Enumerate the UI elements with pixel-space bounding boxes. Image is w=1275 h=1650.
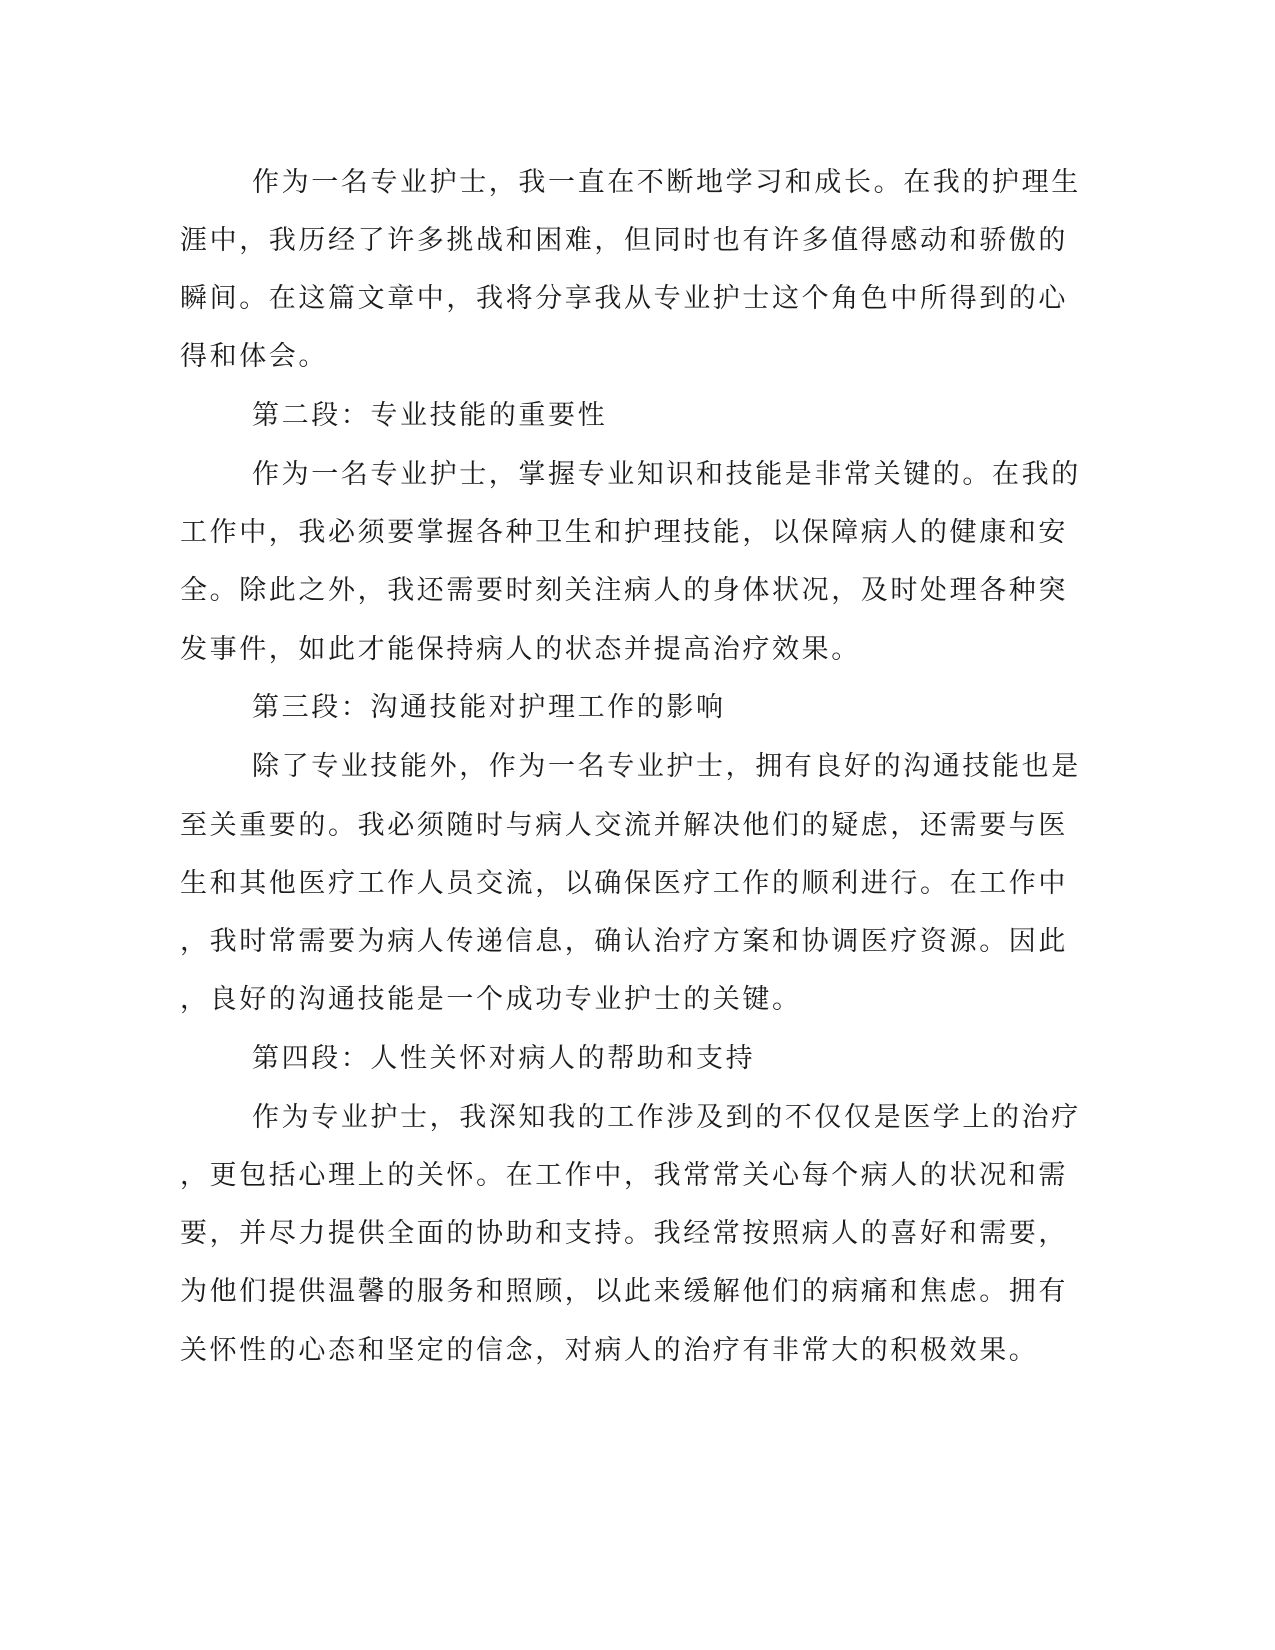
paragraph-1-line-4: 得和体会。 <box>180 341 328 372</box>
paragraph-3-line-4: ，我时常需要为病人传递信息，确认治疗方案和协调医疗资源。因此 <box>180 926 1068 957</box>
paragraph-2-line-1: 作为一名专业护士，掌握专业知识和技能是非常关键的。在我的 <box>252 459 1081 490</box>
paragraph-3-line-5: ，良好的沟通技能是一个成功专业护士的关键。 <box>180 984 802 1015</box>
paragraph-1-line-3: 瞬间。在这篇文章中，我将分享我从专业护士这个角色中所得到的心 <box>180 283 1068 314</box>
paragraph-3-line-3: 生和其他医疗工作人员交流，以确保医疗工作的顺利进行。在工作中 <box>180 868 1068 899</box>
section-heading-2: 第二段：专业技能的重要性 <box>252 400 608 431</box>
paragraph-4-line-2: ，更包括心理上的关怀。在工作中，我常常关心每个病人的状况和需 <box>180 1160 1068 1191</box>
paragraph-3-line-2: 至关重要的。我必须随时与病人交流并解决他们的疑虑，还需要与医 <box>180 810 1068 841</box>
paragraph-1-line-2: 涯中，我历经了许多挑战和困难，但同时也有许多值得感动和骄傲的 <box>180 225 1068 256</box>
section-heading-3: 第三段：沟通技能对护理工作的影响 <box>252 692 726 723</box>
paragraph-1-line-1: 作为一名专业护士，我一直在不断地学习和成长。在我的护理生 <box>252 167 1081 198</box>
paragraph-3-line-1: 除了专业技能外，作为一名专业护士，拥有良好的沟通技能也是 <box>252 751 1081 782</box>
paragraph-4-line-1: 作为专业护士，我深知我的工作涉及到的不仅仅是医学上的治疗 <box>252 1102 1081 1133</box>
paragraph-4-line-5: 关怀性的心态和坚定的信念，对病人的治疗有非常大的积极效果。 <box>180 1335 1039 1366</box>
section-heading-4: 第四段：人性关怀对病人的帮助和支持 <box>252 1043 756 1074</box>
paragraph-4-line-3: 要，并尽力提供全面的协助和支持。我经常按照病人的喜好和需要， <box>180 1218 1068 1249</box>
paragraph-4-line-4: 为他们提供温馨的服务和照顾，以此来缓解他们的病痛和焦虑。拥有 <box>180 1276 1068 1307</box>
paragraph-2-line-3: 全。除此之外，我还需要时刻关注病人的身体状况，及时处理各种突 <box>180 575 1068 606</box>
paragraph-2-line-4: 发事件，如此才能保持病人的状态并提高治疗效果。 <box>180 634 861 665</box>
paragraph-2-line-2: 工作中，我必须要掌握各种卫生和护理技能，以保障病人的健康和安 <box>180 517 1068 548</box>
